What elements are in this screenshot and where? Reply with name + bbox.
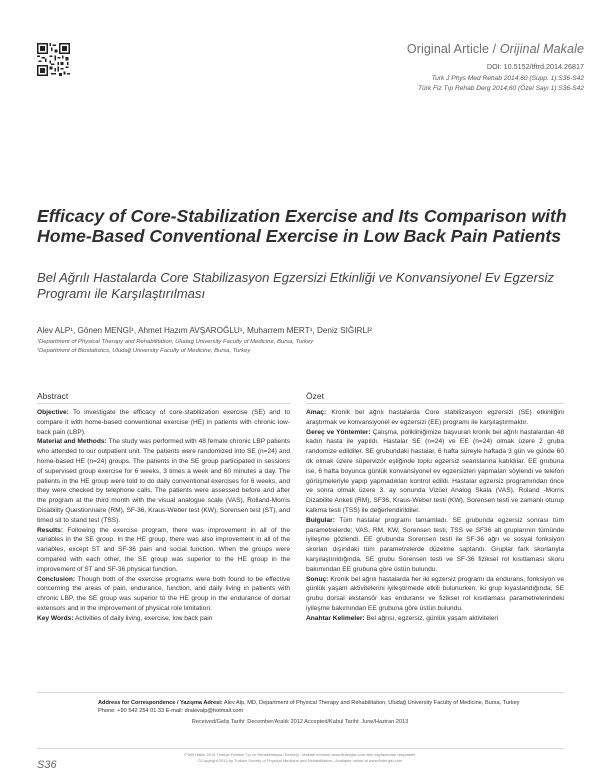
correspondence-address (98, 699, 538, 716)
results-label: Results: (37, 526, 64, 534)
author-list: Alev ALP¹, Gönen MENGİ¹, Ahmet Hazım AVŞAROĞLU¹, Muharrem MERT¹, Deniz SIĞIRLI² (37, 326, 373, 335)
paper-title: Efficacy of Core-Stabilization Exercise and Its Comparison with Home-Based Conventional Exercise in Low Back Pain Patients (37, 206, 567, 246)
abstract-keywords (37, 614, 290, 624)
page-number: S36 (37, 759, 57, 771)
methods-label: Material and Methods: (37, 438, 107, 446)
article-type-tr: Orijinal Makale (499, 42, 584, 56)
keywords-text: Activities of daily living, exercise, low back pain (73, 614, 213, 622)
abstract-heading: Abstract (37, 391, 69, 401)
objective-label: Objective: (37, 409, 69, 416)
anahtar-text: Bel ağrısı, egzersiz, günlük yaşam aktiviteleri (364, 614, 499, 622)
amac-text: Kronik bel ağrılı hastalarda Core stabilizasyon egzersizi (SE) etkinliğini araştırmak ve konvansiyonel ev egzersizi (EE) programı ile karşılaştırmaktır. (306, 409, 564, 426)
keywords-label: Key Words: (37, 614, 74, 622)
affiliation-2: ²Department of Biostatistics, Uludağ University Faculty of Medicine, Bursa, Turkey (37, 348, 251, 354)
journal-ref-tr: Türk Fiz Tıp Rehab Derg 2014;60 (Özel Sayı 1):S36-S42 (417, 84, 584, 92)
received-accepted-dates: Received/Geliş Tarihi: December/Aralık 2012 Accepted/Kabul Tarihi: June/Haziran 2013 (191, 719, 409, 725)
abstract-methods (37, 437, 290, 525)
ozet-rule (306, 403, 564, 404)
conclusion-label: Conclusion: (37, 575, 76, 583)
ozet-gerec (306, 428, 564, 516)
copyright-tr: ©Telif Hakkı 2014 Türkiye Fiziksel Tıp ve Rehabilitasyon Derneği - Makale metnine www.ftrdergisi.com web sayfasından ulaşılabilir. (183, 752, 416, 757)
copyright-en: ©Copyright 2014 by Turkish Society of Physical Medicine and Rehabilitation - Available online at www.ftrdergisi.com (197, 758, 403, 763)
amac-label: Amaç: (306, 409, 327, 416)
footer-rule-top (37, 692, 564, 693)
footer-rule-bottom (37, 748, 564, 749)
abstract-conclusion (37, 575, 290, 614)
correspondence-label: Address for Correspondence / Yazışma Adresi: (98, 700, 223, 706)
journal-ref-en: Turk J Phys Med Rehab 2014;60 (Supp. 1):S36-S42 (431, 75, 584, 82)
abstract-objective (37, 408, 290, 437)
article-type-separator: / (489, 42, 500, 56)
doi: DOI: 10.5152/tftrd.2014.26817 (486, 62, 584, 71)
conclusion-text: Though both of the exercise programs were both found to be effective concerning the areas of pain, endurance, function, and daily living in patients with chronic LBP, the SE group was superior to the HE group in the endurance of dorsal extensors and in the improvement of physical role limitation. (37, 575, 290, 612)
qr-code-icon (37, 43, 70, 76)
ozet-bulgular (306, 516, 564, 575)
ozet-heading: Özet (306, 391, 324, 401)
ozet-amac (306, 408, 564, 428)
results-text: Following the exercise program, there was improvement in all of the variables in the SE group. In the HE group, there was also improvement in all of the variables, except ST and SF-36 pain and social function. When the groups were compared with each other, the SE group was superior to the HE group in the improvement of ST and SF-36 physical function. (37, 526, 290, 573)
affiliation-1: ¹Department of Physical Therapy and Rehabilitation, Uludag University Faculty of Medicine, Bursa, Turkey (37, 339, 314, 345)
article-type (407, 42, 584, 56)
methods-text: The study was performed with 48 female chronic LBP patients who attended to our outpatient unit. The patients were randomized into SE (n=24) and home-based HE (n=24) groups. The patients in the SE group participated in sessions of supervised group exercise for 6 weeks, 3 times a week and 60 minutes a day. The patients in the HE group were told to do daily conventional exercises for 6 weeks, and they were checked by telephone calls. The patients were assessed before and after the program at the third month with the visual analogue scale (VAS), Rolland-Morris Disability Questionnaire (RM), SF-36, Kraus-Weber test (KW), Sorensen test (ST), and timed sit to stand test (TSS). (37, 438, 290, 524)
paper-subtitle: Bel Ağrılı Hastalarda Core Stabilizasyon Egzersizi Etkinliği ve Konvansiyonel Ev Egzersiz Programı ile Karşılaştırılması (37, 270, 554, 301)
article-type-en: Original Article (406, 42, 490, 56)
article-header (407, 42, 584, 93)
abstract-rule (37, 403, 290, 404)
ozet-sonuc (306, 575, 564, 614)
sonuc-text: Kronik bel ağrılı hastalarda her iki egzersiz programı da endurans, fonksiyon ve günlük yaşam aktivitelerini iyileştirmede etkili bulunurken, iki grup kıyaslandığında; SE grubu dorsal ekstansör kas enduransı ve fiziksel rol kısıtlaması parametrelerindeki iyileşme bakımından EE grubuna göre üstün bulundu. (306, 575, 564, 612)
sonuc-label: Sonuç: (306, 575, 329, 583)
ozet-anahtar (306, 614, 564, 624)
ozet-body (306, 408, 564, 624)
gerec-label: Gereç ve Yöntemler: (306, 428, 371, 436)
bulgular-label: Bulgular: (306, 516, 335, 524)
abstract-body (37, 408, 290, 624)
abstract-results (37, 526, 290, 575)
bulgular-text: Tüm hastalar programı tamamladı. SE grubunda egzersiz sonrası tüm parametrelerde; VAS, RM, KW, Sorensen testi, TSS ve SF36 alt gruplarının tümünde iyileşme gözlendi. EE grubunda Sorensen testi ile SF-36 ağrı ve sosyal fonksiyon skorları dışındaki tüm parametrelerde düzelme saptandı. Gruplar fark skorlarıyla karşılaştırıldığında, SE grubu Sorensen testi ve SF-36 fiziksel rol kısıtlaması skoru bakımından EE grubuna göre üstün bulundu. (306, 516, 564, 573)
objective-text: To investigate the efficacy of core-stabilization exercise (SE) and to compare it with home-based conventional exercise (HE) in patients with chronic low-back pain (LBP). (37, 409, 290, 436)
gerec-text: Çalışma, polikliniğimize başvuran kronik bel ağrılı hastalardan 48 kadın hasta ile yapıldı. Hastalar SE (n=24) ve EE (n=24) olmak üzere 2 gruba randomize edildiler. SE grubundaki hastalar, 6 hafta süreyle haftada 3 gün ve günde 60 dk olmak üzere süpervizör eşliğinde toplu egzersiz seanslarına katıldılar. EE grubuna ise, 6 hafta boyunca günlük konvansiyonel ev egzersizleri yapmaları söylendi ve telefon görüşmeleriyle yapıp yapmadıkları kontrol edildi. Hastalar egzersiz programından önce ve sonra olmak üzere 3. ay sonunda Vizüel Analog Skala (VAS), Roland -Morris Dizabilite Anketi (RM), SF36, Kraus-Weber testi (KW), Sorensen testi ve zamanlı oturup kalkma testi (TSS) ile değerlendirildiler. (306, 428, 565, 514)
correspondence-text: Alev Alp, MD, Department of Physical Therapy and Rehabilitation, Uludağ University Faculty of Medicine, Bursa, Turkey Phone: +90 542 254 01 33 E-mail: dralevalp@hotmail.com (98, 700, 520, 715)
anahtar-label: Anahtar Kelimeler: (306, 614, 365, 622)
